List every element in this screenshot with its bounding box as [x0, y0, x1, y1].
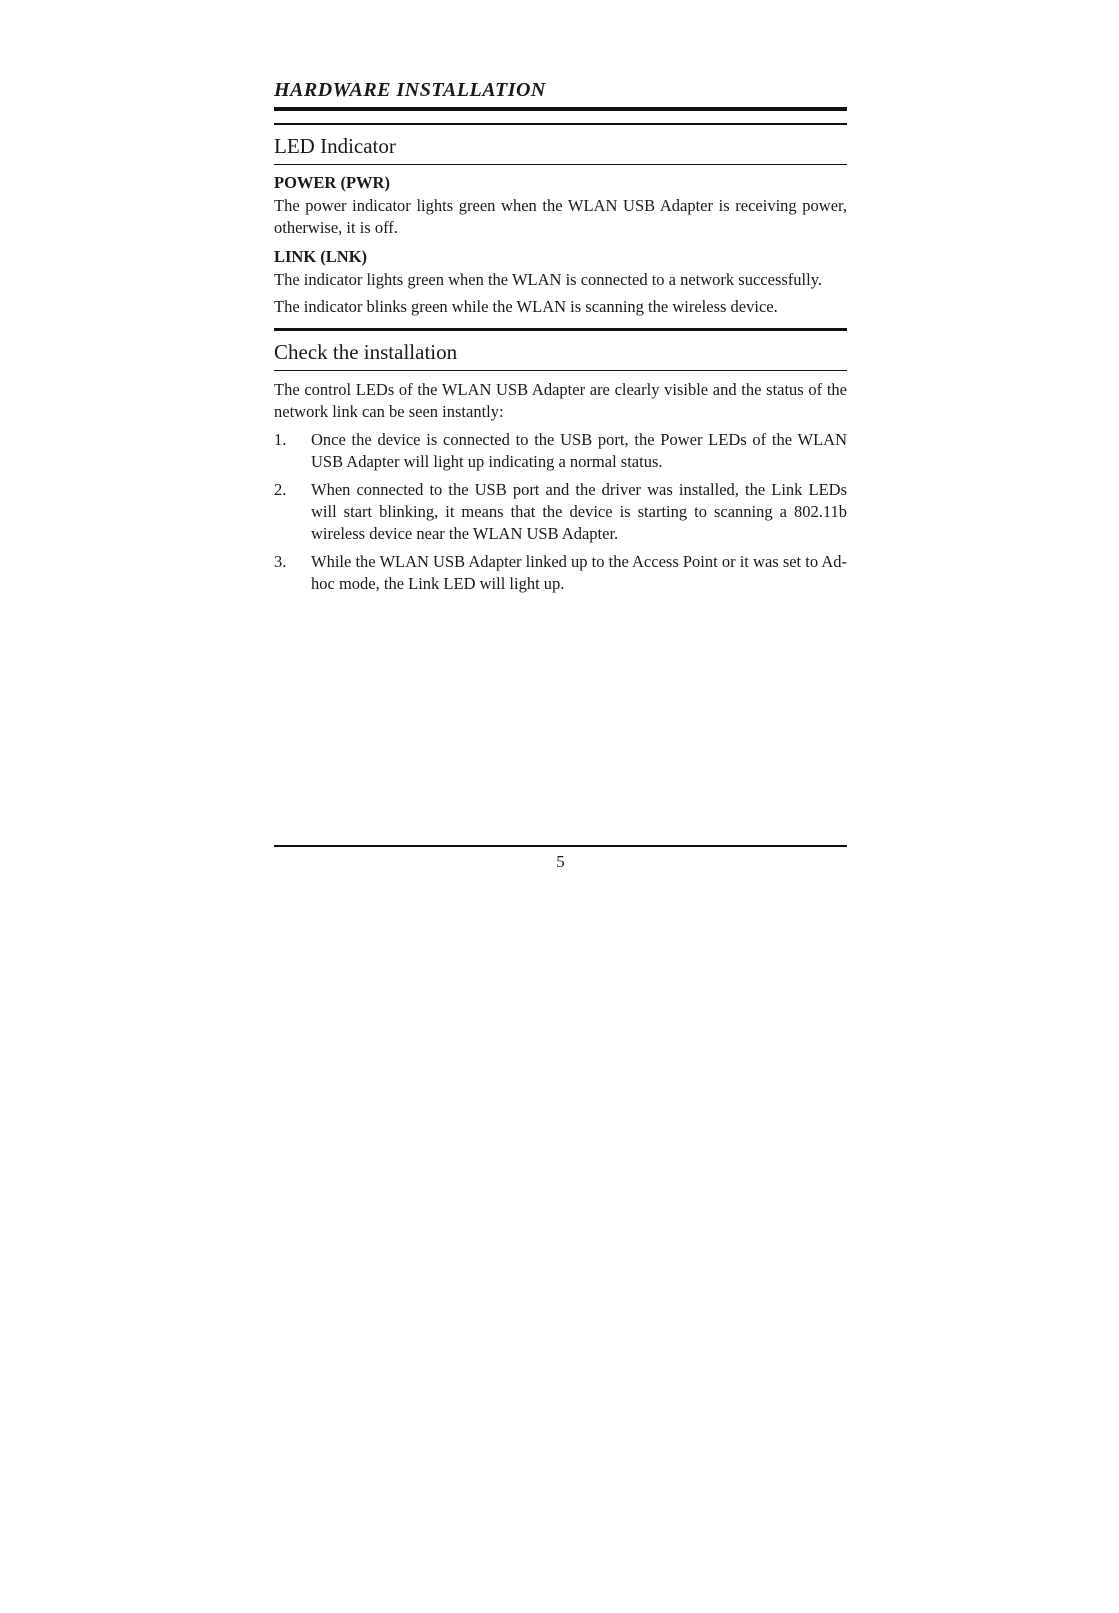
link-text-2: The indicator blinks green while the WLAN is scanning the wireless device. [274, 297, 778, 316]
page-number: 5 [556, 852, 565, 871]
power-text: The power indicator lights green when the WLAN USB Adapter is receiving power, otherwise, it is off. [274, 196, 847, 237]
list-item-text: While the WLAN USB Adapter linked up to the Access Point or it was set to Ad-hoc mode, the Link LED will light up. [311, 552, 847, 593]
list-item [274, 479, 847, 545]
list-item-number: 3. [274, 552, 287, 571]
section-top-rule [274, 123, 847, 125]
list-item [274, 429, 847, 473]
power-heading: POWER (PWR) [274, 173, 390, 192]
page-content [274, 78, 847, 601]
led-section-title: LED Indicator [274, 133, 396, 158]
list-item-number: 1. [274, 430, 287, 449]
link-text-1: The indicator lights green when the WLAN is connected to a network successfully. [274, 270, 823, 289]
list-item-text: Once the device is connected to the USB port, the Power LEDs of the WLAN USB Adapter will light up indicating a normal status. [311, 430, 847, 471]
link-heading: LINK (LNK) [274, 247, 368, 266]
list-item-number: 2. [274, 480, 287, 499]
footer-rule [274, 845, 847, 847]
check-steps-list [274, 429, 847, 595]
section-bottom-rule [274, 164, 847, 166]
list-item [274, 551, 847, 595]
check-section-title: Check the installation [274, 339, 458, 364]
section-top-rule [274, 328, 847, 331]
list-item-text: When connected to the USB port and the driver was installed, the Link LEDs will start blinking, it means that the device is starting to scanning a 802.11b wireless device near the WLAN USB Adapter. [311, 480, 847, 543]
header-rule [274, 107, 847, 111]
running-title: HARDWARE INSTALLATION [274, 79, 546, 101]
check-intro: The control LEDs of the WLAN USB Adapter are clearly visible and the status of the network link can be seen instantly: [274, 380, 847, 421]
section-bottom-rule [274, 370, 847, 372]
